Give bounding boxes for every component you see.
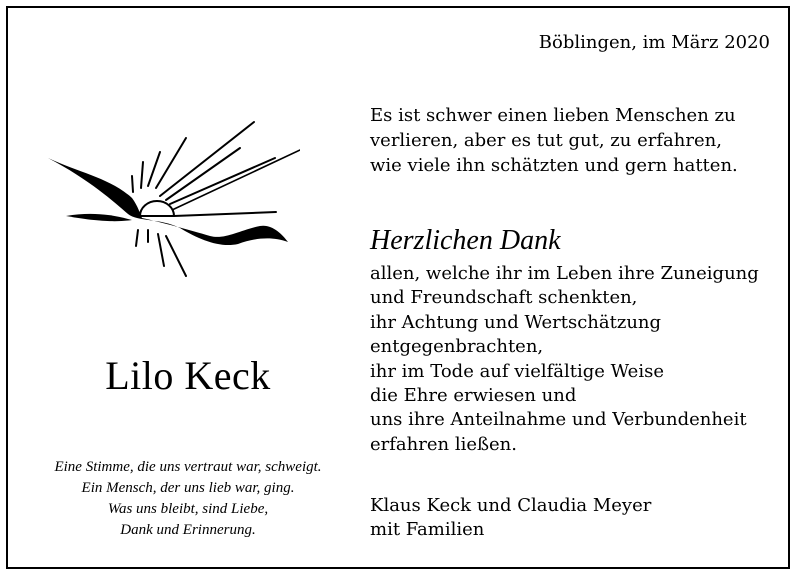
- poem-line: Was uns bleibt, sind Liebe,: [107, 501, 269, 517]
- thanks-heading: Herzlichen Dank: [370, 225, 561, 256]
- thanks-line: allen, welche ihr im Leben ihre Zuneigung: [370, 263, 759, 284]
- thanks-body: [370, 262, 759, 457]
- quote-line: verlieren, aber es tut gut, zu erfahren,: [370, 130, 722, 151]
- poem-line: Eine Stimme, die uns vertraut war, schweigt.: [54, 459, 322, 475]
- poem-line: Ein Mensch, der uns lieb war, ging.: [81, 480, 295, 496]
- thanks-line: ihr im Tode auf vielfältige Weise: [370, 360, 664, 382]
- bird-and-sun-icon: [40, 118, 300, 288]
- thanks-line: uns ihre Anteilnahme und Verbundenheit: [370, 409, 747, 431]
- deceased-name: Lilo Keck: [105, 353, 271, 398]
- quote-line: wie viele ihn schätzten und gern hatten.: [370, 155, 738, 176]
- place-date: Böblingen, im März 2020: [538, 32, 770, 53]
- thanks-line: ihr Achtung und Wertschätzung: [370, 311, 662, 333]
- signature: [370, 494, 651, 542]
- poem: [0, 457, 376, 541]
- poem-line: Dank und Erinnerung.: [120, 522, 256, 538]
- quote-line: Es ist schwer einen lieben Menschen zu: [370, 105, 736, 126]
- thanks-line: erfahren ließen.: [370, 433, 517, 455]
- thanks-line: entgegenbrachten,: [370, 336, 544, 358]
- thanks-line: und Freundschaft schenkten,: [370, 287, 638, 309]
- thanks-line: die Ehre erwiesen und: [370, 385, 577, 407]
- signature-line: mit Familien: [370, 519, 485, 540]
- signature-line: Klaus Keck und Claudia Meyer: [370, 495, 652, 516]
- quote: [370, 103, 738, 178]
